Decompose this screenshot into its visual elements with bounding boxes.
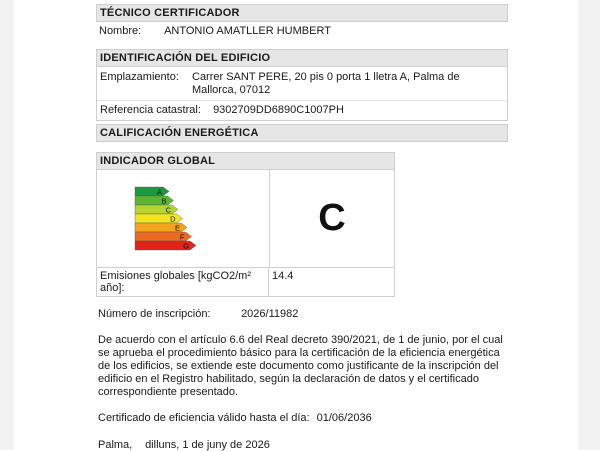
edificio-section: [96, 49, 508, 121]
referencia-value: 9302709DD6890C1007PH: [213, 104, 344, 116]
scale-letter-b: B: [161, 196, 167, 206]
tecnico-heading: TÉCNICO CERTIFICADOR: [96, 4, 508, 22]
indicador-heading: INDICADOR GLOBAL: [97, 153, 394, 170]
firma-fecha: dilluns, 1 de juny de 2026: [145, 439, 270, 451]
inscripcion-value: 2026/11982: [241, 308, 299, 320]
scale-letter-d: D: [170, 214, 176, 224]
legal-text: De acuerdo con el artículo 6.6 del Real decreto 390/2021, de 1 de junio, por el cual se aprueba el procedimiento básico para la certificación de la eficiencia energética de los edificios, se extiende este documento como justificante de la inscripción del edificio en el Registro habilitado, según la declaración de datos y el certificado correspondiente presentado.: [98, 334, 503, 398]
scale-bar-a: [135, 187, 169, 196]
nombre-label: Nombre:: [99, 25, 142, 37]
scale-letter-e: E: [174, 223, 180, 233]
scale-bar-b: [135, 196, 174, 205]
scale-letter-g: G: [183, 241, 189, 251]
emplazamiento-value: Carrer SANT PERE, 20 pis 0 porta 1 lletra A, Palma de Mallorca, 07012: [192, 71, 460, 96]
scale-letter-f: F: [179, 232, 185, 242]
scale-letter-a: A: [156, 187, 162, 197]
energy-scale-graphic: [97, 170, 269, 267]
firma-lugar: Palma,: [98, 439, 133, 451]
scale-bar-c: [135, 205, 178, 214]
tecnico-section: [96, 4, 508, 40]
edificio-heading: IDENTIFICACIÓN DEL EDIFICIO: [96, 49, 508, 67]
emplazamiento-label: Emplazamiento:: [100, 71, 179, 83]
referencia-label: Referencia catastral:: [100, 104, 201, 116]
validez-value: 01/06/2036: [316, 412, 372, 424]
validez-row: [98, 412, 510, 425]
nombre-value: ANTONIO AMATLLER HUMBERT: [164, 25, 331, 37]
inscripcion-label: Número de inscripción:: [98, 308, 211, 320]
rating-cell: [270, 170, 394, 267]
calificacion-heading: CALIFICACIÓN ENERGÉTICA: [96, 124, 508, 142]
firma-row: [98, 439, 510, 452]
calificacion-section: [96, 124, 508, 142]
inscripcion-row: [98, 308, 510, 321]
left-margin: [0, 0, 14, 450]
validez-label: Certificado de eficiencia válido hasta el día:: [98, 412, 310, 424]
indicador-global-table: [96, 152, 395, 297]
emisiones-value: 14.4: [272, 270, 294, 282]
right-scrollbar-area[interactable]: [578, 0, 600, 450]
scale-letter-c: C: [165, 205, 171, 215]
rating-letter: C: [318, 197, 346, 239]
energy-scale-cell: [97, 170, 270, 267]
emisiones-label: Emisiones globales [kgCO2/m² año]:: [97, 268, 269, 296]
